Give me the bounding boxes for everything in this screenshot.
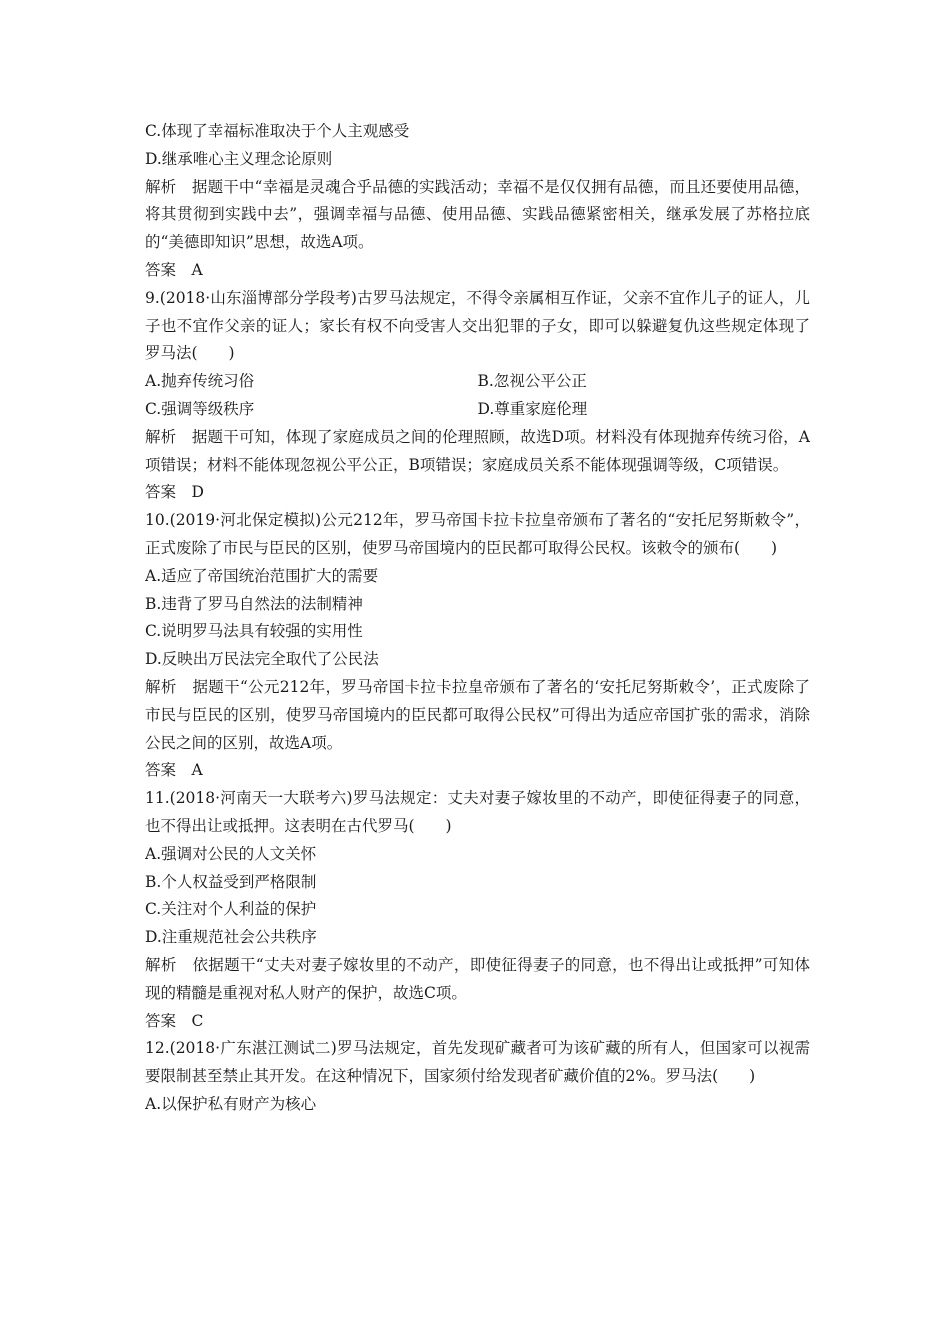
question-9-options-row-1 bbox=[145, 368, 810, 396]
option-c: C.体现了幸福标准取决于个人主观感受 bbox=[145, 122, 410, 140]
option-a: A.适应了帝国统治范围扩大的需要 bbox=[145, 566, 379, 585]
analysis-text: 解析 据题干可知，体现了家庭成员之间的伦理照顾，故选D项。材料没有体现抛弃传统习俗，A项错误；材料不能体现忽视公平公正，B项错误；家庭成员关系不能体现强调等级，C项错误。 bbox=[145, 427, 810, 474]
option-d: D.继承唯心主义理念论原则 bbox=[145, 149, 333, 168]
option-a: A.以保护私有财产为核心 bbox=[145, 1094, 317, 1113]
option-d: D.反映出万民法完全取代了公民法 bbox=[145, 650, 379, 669]
option-d: D.注重规范社会公共秩序 bbox=[145, 928, 317, 947]
answer-text: 答案 D bbox=[145, 483, 204, 502]
option-b: B.忽视公平公正 bbox=[477, 372, 587, 391]
option-c: C.关注对个人利益的保护 bbox=[145, 900, 317, 919]
option-a: A.强调对公民的人文关怀 bbox=[145, 844, 317, 863]
question-10-stem: 10.(2019·河北保定模拟)公元212年，罗马帝国卡拉卡拉皇帝颁布了著名的“安托尼努斯敕令”，正式废除了市民与臣民的区别，使罗马帝国境内的臣民都可取得公民权。该敕令的颁布( ) bbox=[145, 511, 810, 557]
document-body bbox=[145, 118, 810, 1119]
answer-text: 答案 C bbox=[145, 1011, 204, 1030]
option-b: B.个人权益受到严格限制 bbox=[145, 872, 317, 891]
option-a: A.抛弃传统习俗 bbox=[145, 372, 255, 391]
question-12-stem: 12.(2018·广东湛江测试二)罗马法规定，首先发现矿藏者可为该矿藏的所有人，但国家可以视需要限制甚至禁止其开发。在这种情况下，国家须付给发现者矿藏价值的2%。罗马法( ) bbox=[145, 1039, 810, 1086]
option-b: B.违背了罗马自然法的法制精神 bbox=[145, 594, 363, 613]
answer-text: 答案 A bbox=[145, 761, 203, 780]
analysis-text: 解析 据题干中“幸福是灵魂合乎品德的实践活动；幸福不是仅仅拥有品德，而且还要使用品德，将其贯彻到实践中去”，强调幸福与品德、使用品德、实践品德紧密相关，继承发展了苏格拉底的“美德即知识”思想，故选A项。 bbox=[145, 177, 810, 252]
analysis-text: 解析 依据题干“丈夫对妻子嫁妆里的不动产，即使征得妻子的同意，也不得出让或抵押”可知体现的精髓是重视对私人财产的保护，故选C项。 bbox=[145, 955, 810, 1002]
question-11-stem: 11.(2018·河南天一大联考六)罗马法规定：丈夫对妻子嫁妆里的不动产，即使征得妻子的同意，也不得出让或抵押。这表明在古代罗马( ) bbox=[145, 789, 810, 835]
answer-text: 答案 A bbox=[145, 260, 203, 279]
question-9-options-row-2 bbox=[145, 396, 810, 424]
analysis-text: 解析 据题干“公元212年，罗马帝国卡拉卡拉皇帝颁布了著名的‘安托尼努斯敕令’，正式废除了市民与臣民的区别，使罗马帝国境内的臣民都可取得公民权”可得出为适应帝国扩张的需求，消除公民之间的区别，故选A项。 bbox=[145, 677, 810, 752]
option-d: D.尊重家庭伦理 bbox=[477, 399, 588, 418]
option-c: C.强调等级秩序 bbox=[145, 399, 255, 418]
question-9-stem: 9.(2018·山东淄博部分学段考)古罗马法规定，不得令亲属相互作证，父亲不宜作儿子的证人，儿子也不宜作父亲的证人；家长有权不向受害人交出犯罪的子女，即可以躲避复仇这些规定体现了罗马法( ) bbox=[145, 288, 810, 363]
option-c: C.说明罗马法具有较强的实用性 bbox=[145, 622, 363, 641]
